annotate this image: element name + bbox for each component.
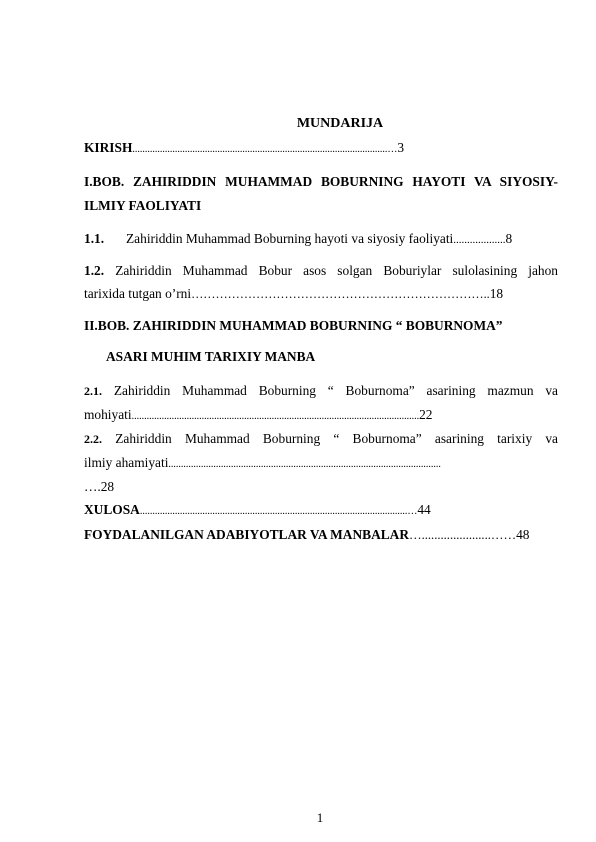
toc-page-number: 18	[489, 286, 504, 301]
toc-entry-text: Zahiriddin Muhammad Bobur asos solgan Boburiylar sulolasining jahon	[115, 263, 558, 278]
toc-entry-kirish[interactable]	[84, 140, 404, 158]
toc-page-number: 22	[419, 407, 433, 422]
toc-chapter-1-line2[interactable]: ILMIY FAOLIYATI	[84, 198, 202, 213]
toc-leader-dots: .............................................................................................................	[168, 459, 441, 470]
toc-leader-dots: ...................	[453, 234, 506, 246]
toc-entry-label: KIRISH	[84, 140, 133, 155]
toc-section-number: 2.2.	[84, 432, 102, 446]
toc-page-number: 3	[397, 140, 405, 155]
toc-entry-label: FOYDALANILGAN ADABIYOTLAR VA MANBALAR	[84, 527, 410, 542]
toc-entry-xulosa[interactable]	[84, 502, 431, 520]
toc-chapter-2-line2[interactable]: ASARI MUHIM TARIXIY MANBA	[106, 349, 316, 364]
toc-entry-text: Zahiriddin Muhammad Boburning hayoti va siyosiy faoliyati	[126, 231, 454, 246]
toc-entry-2-2-line2[interactable]	[84, 455, 441, 473]
toc-entry-text: Zahiriddin Muhammad Boburning “ Boburnoma” asarining tarixiy va	[115, 431, 558, 446]
toc-entry-1-2-line1[interactable]	[84, 263, 558, 279]
toc-entry-1-1[interactable]	[84, 231, 512, 248]
page-title: MUNDARIJA	[296, 116, 384, 131]
toc-entry-text: ilmiy ahamiyati	[84, 455, 169, 470]
toc-entry-2-2-line3[interactable]: ….28	[84, 479, 115, 494]
toc-entry-text: Zahiriddin Muhammad Boburning “ Boburnoma” asarining mazmun va	[113, 383, 558, 398]
toc-entry-2-1-line2[interactable]	[84, 407, 433, 425]
toc-section-number: 2.1.	[84, 384, 102, 398]
toc-entry-1-2-line2[interactable]	[84, 286, 503, 302]
toc-entry-foydalanilgan[interactable]	[84, 527, 529, 543]
toc-page-number: 44	[417, 502, 431, 517]
toc-entry-2-2-line1[interactable]	[84, 431, 558, 447]
toc-leader-dots: …......................……	[409, 528, 517, 542]
toc-entry-text: tarixida tutgan o’rni	[84, 286, 192, 301]
toc-page-number: 8	[505, 231, 513, 246]
toc-chapter-2-line1[interactable]: II.BOB. ZAHIRIDDIN MUHAMMAD BOBURNING “ BOBURNOMA”	[84, 318, 503, 333]
page-number: 1	[316, 810, 324, 825]
toc-leader-dots: ...........................................................................................................…	[139, 506, 418, 517]
toc-leader-dots: ...................................................................................................................	[131, 411, 420, 422]
toc-entry-text: mohiyati	[84, 407, 132, 422]
toc-section-number: 1.1.	[84, 231, 105, 246]
toc-entry-label: XULOSA	[84, 502, 140, 517]
toc-leader-dots: ......................................................................................................…	[132, 144, 398, 155]
toc-chapter-1-line1[interactable]: I.BOB. ZAHIRIDDIN MUHAMMAD BOBURNING HAYOTI VA SIYOSIY-	[84, 174, 558, 189]
toc-section-number: 1.2.	[84, 263, 105, 278]
toc-entry-2-1-line1[interactable]	[84, 383, 558, 399]
toc-leader-dots: ………………………………………………………………..	[191, 287, 490, 301]
toc-page-number: 48	[516, 527, 530, 542]
